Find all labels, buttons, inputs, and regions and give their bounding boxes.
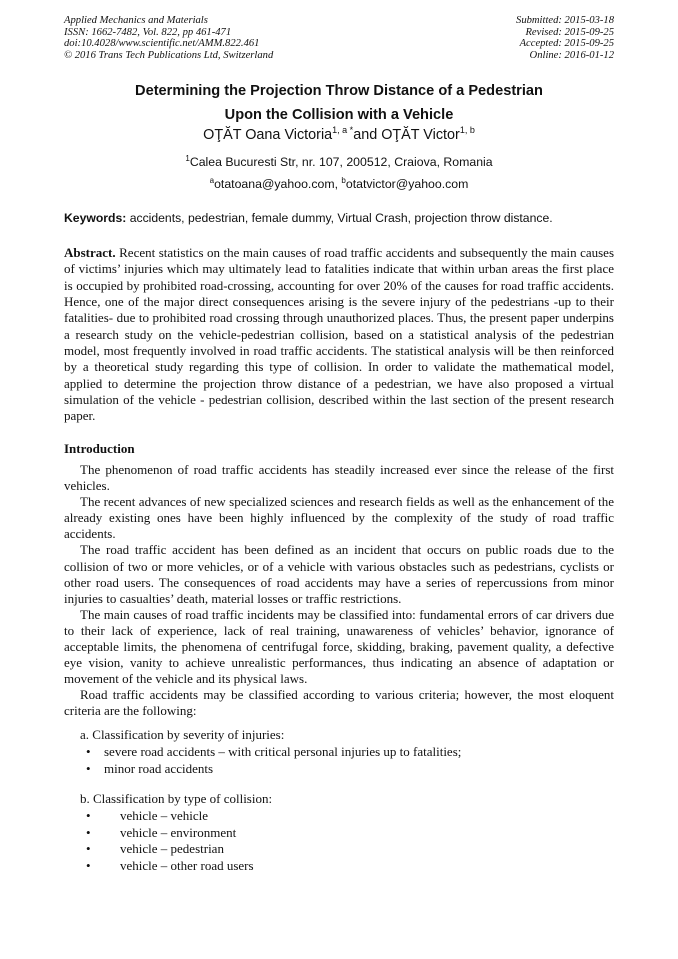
abstract-text: Recent statistics on the main causes of road traffic accidents and subsequently the main causes of victims’ injuries which may ultimately lead to fatalities indicate that within urban areas the first place is occupied by prohibited road-crossing, accounting for over 20% of the causes for road traffic accidents. Hence, one of the major direct consequences arising is the severe injury of the pedestrians -up to their fatalities- due to prohibited road crossing through unauthorized places. Thus, the present paper underpins a research study on the vehicle-pedestrian collision, based on a statistical analysis of the pedestrian model, most frequently involved in road traffic accidents. The statistical analysis will be then reinforced by a theoretical study regarding this type of collision. In order to validate the mathematical model, applied to determine the projection throw distance of a pedestrian, we have also proposed a virtual simulation of the vehicle - pedestrian collision, described within the last section of the present research paper. (64, 245, 614, 424)
section-heading-introduction: Introduction (64, 441, 135, 456)
classification-severity-label: a. Classification by severity of injuries: (80, 727, 285, 742)
list-item-text: vehicle – environment (120, 824, 237, 840)
bullet-icon: • (86, 824, 91, 840)
intro-paragraph: The recent advances of new specialized sciences and research fields as well as the enhancement of the already existing ones have been highly influenced by the complexity of the study of road traffic accidents. (64, 494, 614, 542)
date-accepted: Accepted: 2015-09-25 (519, 38, 614, 50)
list-item (80, 858, 272, 875)
abstract (64, 245, 614, 425)
intro-paragraph: Road traffic accidents may be classified according to various criteria; however, the most eloquent criteria are the following: (64, 687, 614, 719)
list-item-text: vehicle – pedestrian (120, 841, 224, 857)
list-item (80, 808, 272, 825)
bullet-icon: • (86, 858, 91, 874)
journal-copyright: © 2016 Trans Tech Publications Ltd, Switzerland (64, 49, 274, 61)
list-item-text: vehicle – vehicle (120, 807, 209, 823)
date-submitted: Submitted: 2015-03-18 (516, 15, 614, 26)
list-item (80, 841, 272, 858)
journal-doi: doi:10.4028/www.scientific.net/AMM.822.461 (64, 38, 260, 50)
affiliation-marker: 1 (185, 153, 190, 163)
author-1: OŢĂT Oana Victoria (203, 127, 333, 143)
author-1-affil: 1, a * (332, 125, 354, 136)
email-b-marker: b (341, 175, 346, 185)
list-item-text: severe road accidents – with critical personal injuries up to fatalities; (104, 743, 462, 759)
introduction-body (64, 462, 614, 720)
bullet-icon: • (86, 807, 91, 823)
keywords-text: accidents, pedestrian, female dummy, Virtual Crash, projection throw distance. (126, 211, 553, 225)
affiliation-text: Calea Bucuresti Str, nr. 107, 200512, Craiova, Romania (189, 155, 493, 169)
intro-paragraph: The phenomenon of road traffic accidents has steadily increased ever since the release of the first vehicles. (64, 462, 614, 494)
email-a-marker: a (209, 175, 215, 185)
list-item-text: vehicle – other road users (120, 858, 254, 874)
severity-list (80, 744, 461, 778)
author-connector: and OŢĂT Victor (353, 127, 460, 143)
submission-dates (516, 15, 614, 61)
bullet-icon: • (86, 760, 91, 776)
list-item-text: minor road accidents (104, 760, 214, 776)
title-line-2: Upon the Collision with a Vehicle (224, 107, 454, 123)
paper-title (0, 79, 678, 127)
bullet-icon: • (86, 743, 91, 759)
journal-info (64, 15, 273, 61)
author-list (0, 127, 678, 143)
list-item (80, 761, 461, 778)
classification-severity (80, 727, 461, 777)
date-revised: Revised: 2015-09-25 (525, 26, 614, 38)
classification-collision-label: b. Classification by type of collision: (80, 791, 273, 806)
abstract-label: Abstract. (64, 245, 116, 260)
author-emails (0, 177, 678, 191)
keywords (64, 211, 624, 225)
classification-collision (80, 791, 272, 875)
collision-list (80, 808, 272, 875)
author-2-affil: 1, b (459, 125, 475, 136)
keywords-label: Keywords: (64, 211, 127, 225)
title-line-1: Determining the Projection Throw Distance of a Pedestrian (135, 83, 543, 99)
list-item (80, 744, 461, 761)
bullet-icon: • (86, 841, 91, 857)
list-item (80, 825, 272, 842)
intro-paragraph: The road traffic accident has been defined as an incident that occurs on public roads due to the collision of two or more vehicles, or of a vehicle with various obstacles such as pedestrians, cyclists or other road users. The consequences of road accidents may have a series of repercussions from minor injuries to casualties’ death, material losses or traffic restrictions. (64, 542, 614, 606)
journal-issn: ISSN: 1662-7482, Vol. 822, pp 461-471 (64, 26, 232, 38)
intro-paragraph: The main causes of road traffic incidents may be classified into: fundamental errors of car drivers due to their lack of experience, lack of real training, unawareness of vehicles’ behavior, ignorance of acceptable limits, the phenomena of centrifugal force, skidding, braking, pavement quality, a defective eye vision, vanity to achieve unrealistic performances, thus indicating an absence of adaptation or movement of the vehicle and its physical laws. (64, 606, 614, 687)
journal-name: Applied Mechanics and Materials (64, 15, 208, 26)
email-b: otatvictor@yahoo.com (345, 177, 469, 191)
email-a: otatoana@yahoo.com, (214, 177, 342, 191)
date-online: Online: 2016-01-12 (529, 49, 614, 61)
affiliation (0, 155, 678, 169)
